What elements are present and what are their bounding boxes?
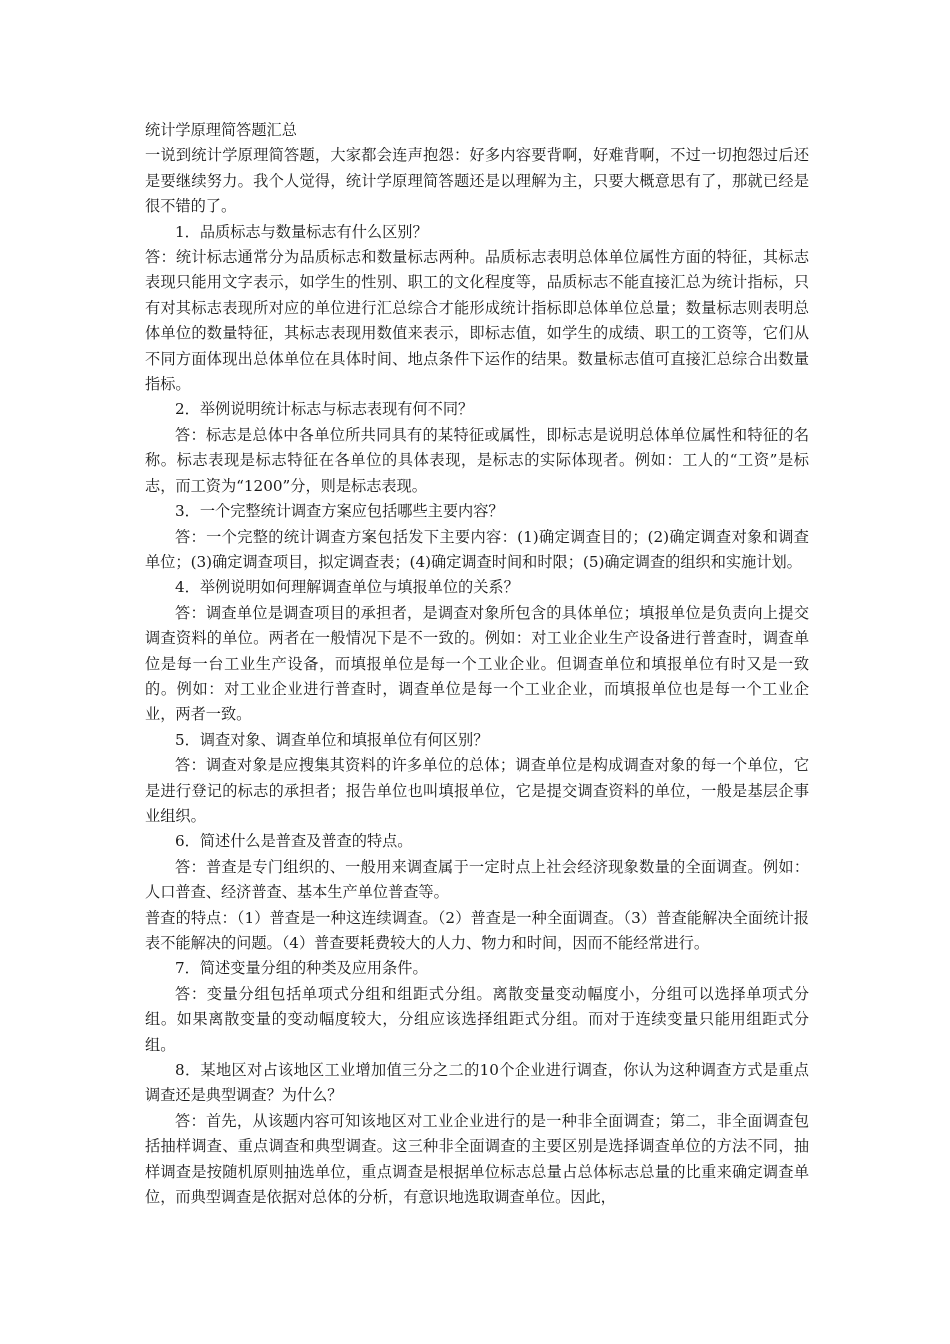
answer-2: 答：标志是总体中各单位所共同具有的某特征或属性，即标志是说明总体单位属性和特征的名称。标志表现是标志特征在各单位的具体表现，是标志的实际体现者。例如：工人的“工资”是标志，而工资为“1200”分，则是标志表现。: [145, 425, 809, 495]
question-2: 2．举例说明统计标志与标志表现有何不同？: [175, 400, 474, 419]
document-title: 统计学原理简答题汇总: [145, 121, 297, 139]
question-7: 7．简述变量分组的种类及应用条件。: [175, 959, 428, 978]
question-4: 4．举例说明如何理解调查单位与填报单位的关系？: [175, 578, 519, 597]
answer-8: 答：首先，从该题内容可知该地区对工业企业进行的是一种非全面调查；第二，非全面调查包括抽样调查、重点调查和典型调查。这三种非全面调查的主要区别是选择调查单位的方法不同，抽样调查是按随机原则抽选单位，重点调查是根据单位标志总量占总体标志总量的比重来确定调查单位，而典型调查是依据对总体的分析，有意识地选取调查单位。因此，: [145, 1111, 809, 1207]
answer-5: 答：调查对象是应搜集其资料的许多单位的总体；调查单位是构成调查对象的每一个单位，它是进行登记的标志的承担者；报告单位也叫填报单位，它是提交调查资料的单位，一般是基层企事业组织。: [145, 756, 809, 825]
answer-1: 答：统计标志通常分为品质标志和数量标志两种。品质标志表明总体单位属性方面的特征，其标志表现只能用文字表示，如学生的性别、职工的文化程度等，品质标志不能直接汇总为统计指标，只有对其标志表现所对应的单位进行汇总综合才能形成统计指标即总体单位总量；数量标志则表明总体单位的数量特征，其标志表现用数值来表示，即标志值，如学生的成绩、职工的工资等，它们从不同方面体现出总体单位在具体时间、地点条件下运作的结果。数量标志值可直接汇总综合出数量指标。: [145, 248, 809, 394]
question-6: 6．简述什么是普查及普查的特点。: [175, 832, 413, 851]
question-3: 3．一个完整统计调查方案应包括哪些主要内容？: [175, 502, 504, 521]
answer-6: 答：普查是专门组织的、一般用来调查属于一定时点上社会经济现象数量的全面调查。例如：人口普查、经济普查、基本生产单位普查等。: [145, 857, 809, 902]
document-page: [145, 118, 809, 1210]
answer-4: 答：调查单位是调查项目的承担者，是调查对象所包含的具体单位；填报单位是负责向上提交调查资料的单位。两者在一般情况下是不一致的。例如：对工业企业生产设备进行普查时，调查单位是每一台工业生产设备，而填报单位是每一个工业企业。但调查单位和填报单位有时又是一致的。例如：对工业企业进行普查时，调查单位是每一个工业企业，而填报单位也是每一个工业企业，两者一致。: [145, 603, 809, 724]
question-8: 8．某地区对占该地区工业增加值三分之二的10个企业进行调查，你认为这种调查方式是重点调查还是典型调查？为什么？: [145, 1061, 809, 1105]
answer-6-features: 普查的特点：（1）普查是一种这连续调查。（2）普查是一种全面调查。（3）普查能解决全面统计报表不能解决的问题。（4）普查要耗费较大的人力、物力和时间，因而不能经常进行。: [145, 908, 809, 952]
intro-paragraph: 一说到统计学原理简答题，大家都会连声抱怨：好多内容要背啊，好难背啊，不过一切抱怨过后还是要继续努力。我个人觉得，统计学原理简答题还是以理解为主，只要大概意思有了，那就已经是很不错的了。: [145, 146, 809, 216]
answer-7: 答：变量分组包括单项式分组和组距式分组。离散变量变动幅度小，分组可以选择单项式分组。如果离散变量的变动幅度较大，分组应该选择组距式分组。而对于连续变量只能用组距式分组。: [145, 984, 809, 1054]
question-1: 1．品质标志与数量标志有什么区别？: [175, 222, 428, 241]
answer-3: 答：一个完整的统计调查方案包括发下主要内容：(1)确定调查目的；(2)确定调查对象和调查单位；(3)确定调查项目，拟定调查表；(4)确定调查时间和时限；(5)确定调查的组织和实施计划。: [145, 527, 809, 571]
question-5: 5．调查对象、调查单位和填报单位有何区别？: [175, 730, 489, 749]
